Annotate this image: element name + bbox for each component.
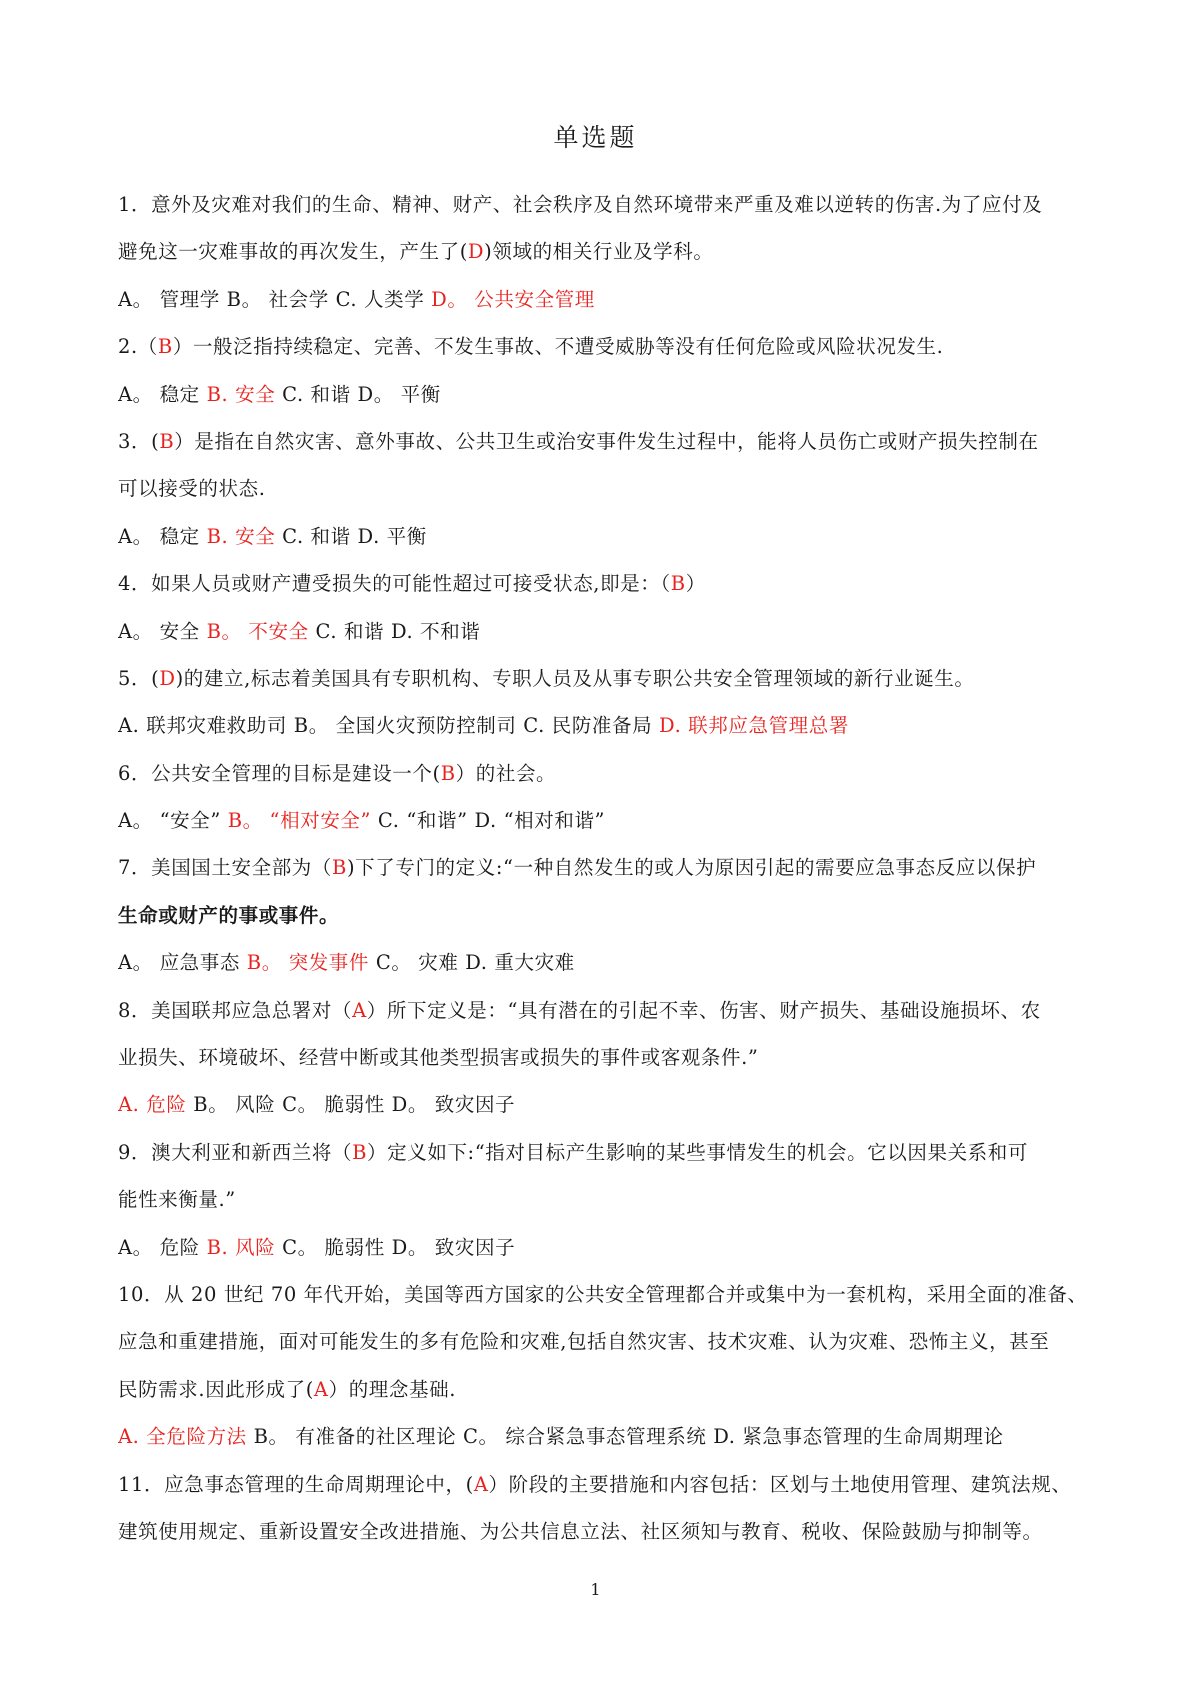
question-text: 可以接受的状态. bbox=[118, 477, 266, 501]
question-text: ） bbox=[685, 572, 706, 596]
page-number: 1 bbox=[590, 1580, 601, 1599]
text-line bbox=[118, 228, 1088, 275]
question-text: )的建立,标志着美国具有专职机构、专职人员及从事专职公共安全管理领域的新行业诞生。 bbox=[175, 666, 975, 690]
answer-text: D bbox=[467, 240, 485, 264]
text-line bbox=[118, 181, 1088, 228]
question-text: 避免这一灾难事故的再次发生，产生了( bbox=[118, 240, 468, 264]
question-text: 7．美国国土安全部为（ bbox=[118, 856, 333, 880]
question-text: 8．美国联邦应急总署对（ bbox=[118, 998, 353, 1022]
question-text: 建筑使用规定、重新设置安全改进措施、为公共信息立法、社区须知与教育、税收、保险鼓励与抑制等。 bbox=[118, 1519, 1043, 1543]
question-text: 业损失、环境破坏、经营中断或其他类型损害或损失的事件或客观条件.” bbox=[118, 1046, 759, 1070]
question-text: C. 和谐 D. 平衡 bbox=[275, 524, 427, 548]
question-text: 1．意外及灾难对我们的生命、精神、财产、社会秩序及自然环境带来严重及难以逆转的伤害.为了应付及 bbox=[118, 193, 1043, 216]
answer-text: D. 联邦应急管理总署 bbox=[659, 714, 849, 738]
text-line bbox=[118, 560, 1088, 607]
text-line bbox=[118, 465, 1088, 512]
text-line bbox=[118, 1176, 1088, 1223]
text-line bbox=[118, 844, 1088, 891]
answer-text: B. 安全 bbox=[206, 524, 276, 548]
text-line bbox=[118, 655, 1088, 702]
question-text: 11．应急事态管理的生命周期理论中，( bbox=[118, 1472, 474, 1496]
question-text: 6．公共安全管理的目标是建设一个( bbox=[118, 761, 441, 785]
question-text: ）是指在自然灾害、意外事故、公共卫生或治安事件发生过程中，能将人员伤亡或财产损失控制在 bbox=[174, 429, 1039, 453]
text-line bbox=[118, 1413, 1088, 1460]
answer-text: B。 “相对安全” bbox=[227, 809, 372, 833]
text-line bbox=[118, 1508, 1088, 1555]
answer-text: B bbox=[157, 335, 173, 359]
answer-text: B. 安全 bbox=[206, 382, 276, 406]
question-text: B。 有准备的社区理论 C。 综合紧急事态管理系统 D. 紧急事态管理的生命周期理论 bbox=[246, 1425, 1004, 1449]
text-line bbox=[118, 892, 1088, 939]
question-text: A。 稳定 bbox=[118, 524, 207, 548]
answer-text: B bbox=[352, 1140, 368, 1164]
text-line bbox=[118, 1081, 1088, 1128]
question-text: 民防需求.因此形成了( bbox=[118, 1377, 314, 1401]
question-text: ）定义如下:“指对目标产生影响的某些事情发生的机会。它以因果关系和可 bbox=[367, 1140, 1028, 1164]
question-text: 5．( bbox=[118, 666, 160, 690]
answer-text: B. 风险 bbox=[206, 1235, 276, 1259]
question-text: A。 危险 bbox=[118, 1235, 207, 1259]
answer-text: B bbox=[670, 572, 686, 596]
answer-text: A bbox=[473, 1472, 489, 1496]
text-line bbox=[118, 1366, 1088, 1413]
answer-text: A bbox=[352, 998, 367, 1022]
question-text: C。 脆弱性 D。 致灾因子 bbox=[275, 1235, 516, 1259]
answer-text: A. 全危险方法 bbox=[118, 1425, 247, 1449]
question-text: B。 风险 C。 脆弱性 D。 致灾因子 bbox=[186, 1093, 516, 1117]
answer-text: B bbox=[332, 856, 347, 880]
answer-text: B。 突发事件 bbox=[246, 951, 370, 975]
text-line bbox=[118, 1318, 1088, 1365]
question-text: A. 联邦灾难救助司 B。 全国火灾预防控制司 C. 民防准备局 bbox=[118, 714, 660, 738]
question-text: ）的社会。 bbox=[455, 761, 557, 785]
question-text: A。 “安全” bbox=[118, 809, 228, 833]
question-text: A。 安全 bbox=[118, 619, 207, 643]
text-line bbox=[118, 797, 1088, 844]
question-text: A。 应急事态 bbox=[118, 951, 247, 975]
text-line bbox=[118, 323, 1088, 370]
question-text: A。 稳定 bbox=[118, 382, 207, 406]
question-text: C. 和谐 D. 不和谐 bbox=[308, 619, 481, 643]
answer-text: D bbox=[159, 666, 176, 690]
answer-text: A. 危险 bbox=[118, 1093, 187, 1117]
text-line bbox=[118, 608, 1088, 655]
text-line bbox=[118, 939, 1088, 986]
question-text: 能性来衡量.” bbox=[118, 1188, 236, 1212]
question-text: ）所下定义是：“具有潜在的引起不幸、伤害、财产损失、基础设施损坏、农 bbox=[366, 998, 1041, 1022]
text-line bbox=[118, 1129, 1088, 1176]
text-line bbox=[118, 276, 1088, 323]
question-text: 生命或财产的事或事件。 bbox=[118, 903, 340, 927]
text-line bbox=[118, 750, 1088, 797]
answer-text: A bbox=[313, 1377, 329, 1401]
question-text: 3．( bbox=[118, 429, 160, 453]
question-text: )领域的相关行业及学科。 bbox=[484, 240, 714, 264]
text-line bbox=[118, 1224, 1088, 1271]
question-text: 4．如果人员或财产遭受损失的可能性超过可接受状态,即是：（ bbox=[118, 572, 671, 596]
question-text: 应急和重建措施，面对可能发生的多有危险和灾难,包括自然灾害、技术灾难、认为灾难、恐怖主义，甚至 bbox=[118, 1330, 1050, 1354]
question-text: ）阶段的主要措施和内容包括：区划与土地使用管理、建筑法规、 bbox=[488, 1472, 1072, 1496]
question-text: )下了专门的定义:“一种自然发生的或人为原因引起的需要应急事态反应以保护 bbox=[346, 856, 1037, 880]
question-text: A。 管理学 B。 社会学 C. 人类学 bbox=[118, 287, 432, 311]
question-text: 9．澳大利亚和新西兰将（ bbox=[118, 1140, 353, 1164]
text-line bbox=[118, 371, 1088, 418]
answer-text: B bbox=[159, 429, 175, 453]
text-line bbox=[118, 1271, 1088, 1318]
text-line bbox=[118, 1034, 1088, 1081]
text-line bbox=[118, 418, 1088, 465]
answer-text: B。 不安全 bbox=[206, 619, 309, 643]
question-text: C. “和谐” D. “相对和谐” bbox=[371, 809, 606, 833]
question-text: 10．从 20 世纪 70 年代开始，美国等西方国家的公共安全管理都合并或集中为一套机构，采用全面的准备、 bbox=[118, 1282, 1088, 1306]
text-line bbox=[118, 702, 1088, 749]
text-line bbox=[118, 1461, 1088, 1508]
question-list bbox=[118, 181, 1088, 1555]
answer-text: B bbox=[440, 761, 456, 785]
question-text: C。 灾难 D. 重大灾难 bbox=[369, 951, 575, 975]
question-text: ）的理念基础. bbox=[328, 1377, 456, 1401]
question-text: C. 和谐 D。 平衡 bbox=[275, 382, 441, 406]
page-title: 单选题 bbox=[553, 123, 638, 152]
text-line bbox=[118, 987, 1088, 1034]
question-text: ）一般泛指持续稳定、完善、不发生事故、不遭受威胁等没有任何危险或风险状况发生. bbox=[172, 335, 944, 359]
question-text: 2.（ bbox=[118, 335, 158, 359]
text-line bbox=[118, 513, 1088, 560]
answer-text: D。 公共安全管理 bbox=[431, 287, 595, 311]
